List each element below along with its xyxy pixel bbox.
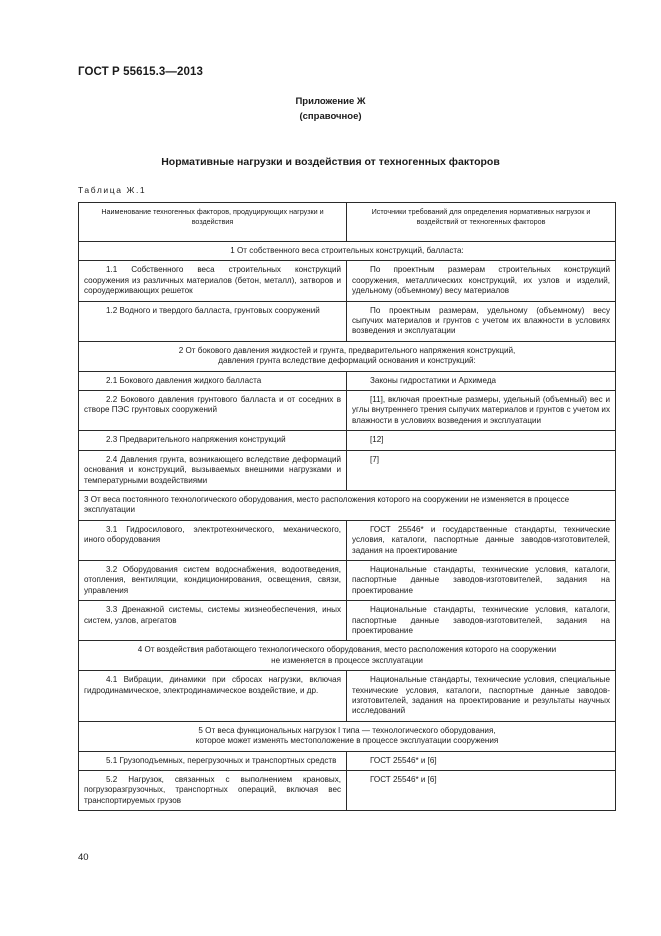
row-3-3-factor: 3.3 Дренажной системы, системы жизнеобеспечения, иных систем, узлов, агрегатов bbox=[79, 601, 347, 641]
column-header-factors: Наименование техногенных факторов, продуцирующих нагрузки и воздействия bbox=[79, 203, 347, 242]
row-5-2-source: ГОСТ 25546* и [6] bbox=[347, 771, 616, 811]
section-5-title bbox=[79, 721, 616, 751]
table-row bbox=[79, 371, 616, 390]
row-3-1-source: ГОСТ 25546* и государственные стандарты, технические условия, каталоги, паспортные данные заводов-изготовителей, задания на проектирование bbox=[347, 520, 616, 560]
row-2-3-source: [12] bbox=[347, 431, 616, 450]
section-row bbox=[79, 490, 616, 520]
row-2-4-factor: 2.4 Давления грунта, возникающего вследствие деформаций основания и конструкций, вызываемых внешними нагрузками и температурными воздействиями bbox=[79, 450, 347, 490]
table-row bbox=[79, 771, 616, 811]
section-2-title-line-1: 2 От бокового давления жидкостей и грунта, предварительного напряжения конструкций, bbox=[178, 345, 516, 355]
table-row bbox=[79, 520, 616, 560]
table-row bbox=[79, 301, 616, 341]
section-3-title: 3 От веса постоянного технологического оборудования, место расположения которого на сооружении не изменяется в процессе эксплуатации bbox=[79, 490, 616, 520]
section-row bbox=[79, 341, 616, 371]
row-2-2-source: [11], включая проектные размеры, удельный (объемный) вес и углы внутреннего трения сыпучих материалов и грунтов с учетом их влажности в условиях возведения и эксплуатации bbox=[347, 391, 616, 431]
section-row bbox=[79, 721, 616, 751]
row-5-1-factor: 5.1 Грузоподъемных, перегрузочных и транспортных средств bbox=[79, 751, 347, 770]
section-row bbox=[79, 641, 616, 671]
section-4-title bbox=[79, 641, 616, 671]
section-5-title-line-2: которое может изменять местоположение в процессе эксплуатации сооружения bbox=[195, 736, 499, 746]
column-header-sources: Источники требований для определения нормативных нагрузок и воздействий от техногенных факторов bbox=[347, 203, 616, 242]
row-2-2-factor: 2.2 Бокового давления грунтового балласта и от соседних в створе ПЭС грунтовых сооружений bbox=[79, 391, 347, 431]
row-2-3-factor: 2.3 Предварительного напряжения конструкций bbox=[79, 431, 347, 450]
row-4-1-factor: 4.1 Вибрации, динамики при сбросах нагрузки, включая гидродинамическое, электродинамическое воздействие, и др. bbox=[79, 671, 347, 722]
appendix-subtitle: (справочное) bbox=[299, 111, 362, 122]
table-row bbox=[79, 450, 616, 490]
table-row bbox=[79, 391, 616, 431]
table-header-row bbox=[79, 203, 616, 242]
row-1-1-factor: 1.1 Собственного веса строительных конструкций сооружения из различных материалов (бетон, металл), затворов и сороудерживающих решеток bbox=[79, 261, 347, 301]
table-label: Таблица Ж.1 bbox=[78, 185, 147, 195]
row-5-1-source: ГОСТ 25546* и [6] bbox=[347, 751, 616, 770]
loads-table bbox=[78, 202, 616, 811]
table-row bbox=[79, 261, 616, 301]
table-row bbox=[79, 560, 616, 600]
row-3-2-source: Национальные стандарты, технические условия, каталоги, паспортные данные заводов-изготовителей, задания на проектирование bbox=[347, 560, 616, 600]
section-2-title-line-2: давления грунта вследствие деформаций основания и конструкций: bbox=[218, 356, 476, 366]
page-number: 40 bbox=[78, 852, 89, 863]
section-4-title-line-1: 4 От воздействия работающего технологического оборудования, место расположения которого на сооружении bbox=[137, 645, 557, 655]
table-row bbox=[79, 601, 616, 641]
appendix-title: Приложение Ж bbox=[295, 96, 366, 107]
section-1-title: 1 От собственного веса строительных конструкций, балласта: bbox=[79, 242, 616, 261]
row-1-1-source: По проектным размерам строительных конструкций сооружения, металлических конструкций, их узлов и изделий, удельному (объемному) весу материалов bbox=[347, 261, 616, 301]
main-title: Нормативные нагрузки и воздействия от техногенных факторов bbox=[161, 156, 500, 168]
row-1-2-factor: 1.2 Водного и твердого балласта, грунтовых сооружений bbox=[79, 301, 347, 341]
section-row bbox=[79, 242, 616, 261]
document-code: ГОСТ Р 55615.3—2013 bbox=[78, 66, 203, 78]
row-2-1-factor: 2.1 Бокового давления жидкого балласта bbox=[79, 371, 347, 390]
section-5-title-line-1: 5 От веса функциональных нагрузок I типа — технологического оборудования, bbox=[198, 725, 496, 735]
row-5-2-factor: 5.2 Нагрузок, связанных с выполнением крановых, погрузоразгрузочных, транспортных операций, включая вес транспортируемых грузов bbox=[79, 771, 347, 811]
appendix-heading bbox=[0, 94, 661, 124]
table-row bbox=[79, 431, 616, 450]
row-3-1-factor: 3.1 Гидросилового, электротехнического, механического, иного оборудования bbox=[79, 520, 347, 560]
row-2-4-source: [7] bbox=[347, 450, 616, 490]
section-2-title bbox=[79, 341, 616, 371]
section-4-title-line-2: не изменяется в процессе эксплуатации bbox=[271, 655, 423, 665]
row-4-1-source: Национальные стандарты, технические условия, специальные технические условия, каталоги, паспортные данные заводов-изготовителей, задания на проектирование и результаты научных исследований bbox=[347, 671, 616, 722]
table-row bbox=[79, 751, 616, 770]
row-3-3-source: Национальные стандарты, технические условия, каталоги, паспортные данные заводов-изготовителей, задания на проектирование bbox=[347, 601, 616, 641]
table-row bbox=[79, 671, 616, 722]
row-1-2-source: По проектным размерам, удельному (объемному) весу сыпучих материалов и грунтов с учетом их влажности в условиях возведения и эксплуатации bbox=[347, 301, 616, 341]
row-2-1-source: Законы гидростатики и Архимеда bbox=[347, 371, 616, 390]
row-3-2-factor: 3.2 Оборудования систем водоснабжения, водоотведения, отопления, вентиляции, кондиционирования, освещения, связи, управления bbox=[79, 560, 347, 600]
